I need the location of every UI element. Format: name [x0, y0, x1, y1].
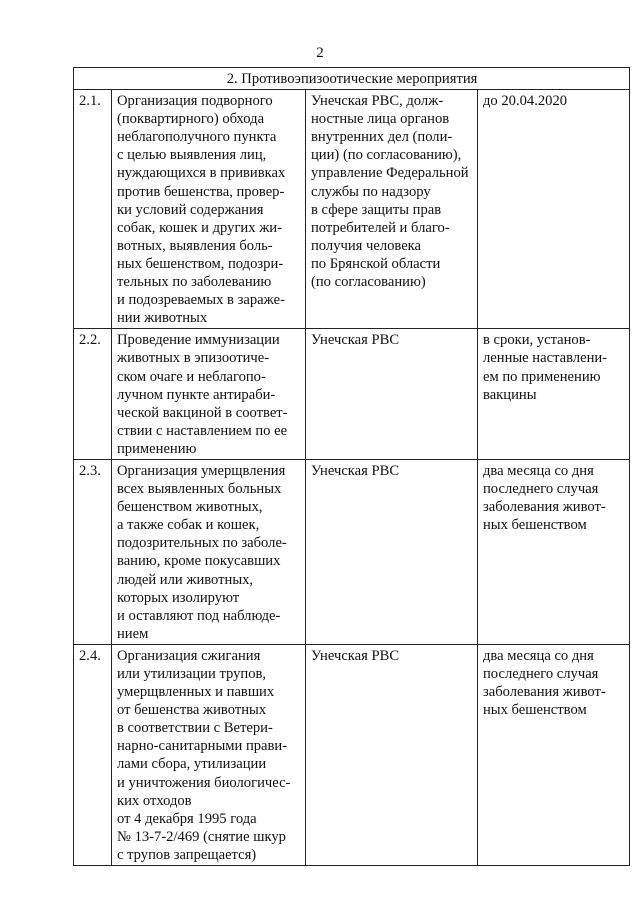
responsible-line: Унечская РВС [311, 332, 400, 349]
term-cell [478, 459, 630, 644]
term-line: ленные наставлени- [483, 350, 608, 367]
action-cell [112, 644, 306, 865]
action-line: собак, кошек и других жи- [117, 219, 282, 236]
responsible-line: ции) (по согласованию), [311, 147, 462, 164]
action-line: неблагополучного пункта [117, 129, 277, 146]
action-line: и подозреваемых в заражe- [117, 292, 286, 309]
action-line: в соответствии с Ветери- [117, 720, 273, 737]
action-line: нарно-санитарными прави- [117, 738, 288, 755]
term-line: два месяца со дня [483, 462, 594, 479]
responsible-line: управление Федеральной [311, 165, 469, 182]
responsible-line: Унечская РВС, долж- [311, 93, 444, 110]
term-line: заболевания живот- [483, 499, 606, 516]
row-number: 2.1. [74, 90, 112, 329]
action-line: вотных, выявления боль- [117, 237, 273, 254]
term-cell [478, 90, 630, 329]
responsible-line: получия человека [311, 237, 422, 254]
action-line: людей или животных, [117, 571, 254, 588]
action-line: подозрительных по заболе- [117, 535, 287, 552]
responsible-line: Унечская РВС [311, 462, 400, 479]
measures-table [73, 67, 630, 866]
action-cell [112, 90, 306, 329]
responsible-cell [306, 459, 478, 644]
term-line: ем по применению [483, 368, 601, 385]
responsible-line: ностные лица органов [311, 111, 450, 128]
responsible-line: (по согласованию) [311, 274, 426, 291]
action-line: которых изолируют [117, 589, 240, 606]
section-title: 2. Противоэпизоотические мероприятия [74, 68, 630, 90]
responsible-line: Унечская РВС [311, 647, 400, 664]
responsible-line: в сфере защиты прав [311, 201, 442, 218]
action-line: Организация сжигания [117, 647, 261, 664]
responsible-line: службы по надзору [311, 183, 431, 200]
action-line: ных бешенством, подозри- [117, 255, 284, 272]
table-row [74, 329, 630, 460]
action-line: и уничтожения биологичес- [117, 774, 291, 791]
section-header-row [74, 68, 630, 90]
term-line: последнего случая [483, 481, 599, 498]
action-cell [112, 459, 306, 644]
term-line: ных бешенством [483, 517, 587, 534]
action-cell [112, 329, 306, 460]
table-row [74, 459, 630, 644]
row-number: 2.4. [74, 644, 112, 865]
term-cell [478, 329, 630, 460]
action-line: Организация подворного [117, 93, 273, 110]
responsible-cell [306, 329, 478, 460]
term-cell [478, 644, 630, 865]
row-number: 2.2. [74, 329, 112, 460]
term-line: ных бешенством [483, 702, 587, 719]
action-line: лучном пункте антираби- [117, 386, 276, 403]
action-line: нуждающихся в прививках [117, 165, 286, 182]
term-line: до 20.04.2020 [483, 93, 568, 110]
action-line: всех выявленных больных [117, 481, 282, 498]
action-line: или утилизации трупов, [117, 666, 267, 682]
action-line: против бешенства, провер- [117, 183, 285, 200]
responsible-cell [306, 90, 478, 329]
action-line: ствии с наставлением по ее [117, 422, 288, 439]
action-line: нии животных [117, 310, 208, 327]
responsible-line: потребителей и благо- [311, 219, 450, 236]
page-number: 2 [316, 45, 324, 61]
term-line: заболевания живот- [483, 684, 606, 701]
action-line: применению [117, 440, 197, 457]
action-line: ких отходов [117, 792, 192, 809]
measures-table-body [74, 68, 630, 866]
action-line: Проведение иммунизации [117, 332, 280, 349]
action-line: с трупов запрещается) [117, 846, 257, 863]
action-line: от бешенства животных [117, 702, 267, 719]
action-line: от 4 декабря 1995 года [117, 810, 257, 827]
action-line: умерщвленных и павших [117, 684, 275, 701]
action-line: бешенством животных, [117, 499, 263, 516]
responsible-cell [306, 644, 478, 865]
table-row [74, 90, 630, 329]
action-line: ки условий содержания [117, 201, 264, 218]
action-line: и оставляют под наблюде- [117, 607, 281, 624]
action-line: ванию, кроме покусавших [117, 553, 281, 570]
term-line: два месяца со дня [483, 647, 594, 664]
responsible-line: внутренних дел (поли- [311, 129, 453, 146]
term-line: в сроки, установ- [483, 332, 591, 349]
term-line: вакцины [483, 386, 537, 403]
action-line: нием [117, 625, 149, 642]
action-line: лами сбора, утилизации [117, 756, 267, 773]
action-line: ческой вакциной в соответ- [117, 404, 288, 421]
action-line: № 13-7-2/469 (снятие шкур [117, 828, 286, 845]
table-row [74, 644, 630, 865]
action-line: ском очаге и неблагопо- [117, 368, 266, 385]
action-line: а также собак и кошек, [117, 517, 260, 534]
action-line: Организация умерщвления [117, 462, 286, 479]
action-line: тельных по заболеванию [117, 274, 272, 291]
action-line: животных в эпизоотиче- [117, 350, 270, 367]
term-line: последнего случая [483, 666, 599, 682]
responsible-line: по Брянской области [311, 255, 441, 272]
row-number: 2.3. [74, 459, 112, 644]
action-line: (поквартирного) обхода [117, 111, 265, 128]
action-line: с целью выявления лиц, [117, 147, 267, 164]
